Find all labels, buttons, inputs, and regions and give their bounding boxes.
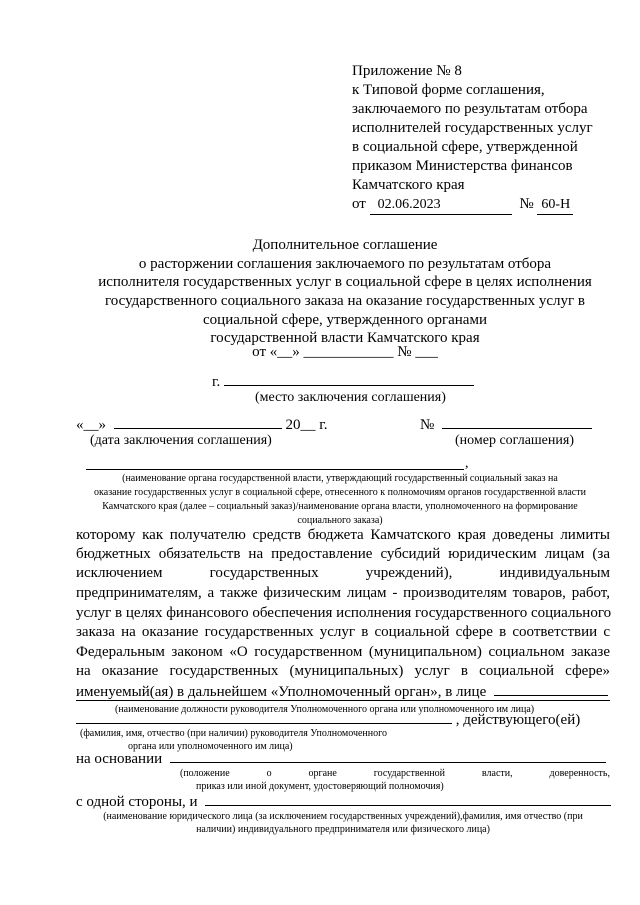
date-month-field[interactable]: [114, 414, 282, 429]
organ-caption-line: Камчатского края (далее – социальный заказ)/наименование органа власти, уполномоченного на формирование: [102, 501, 578, 512]
appendix-line: к Типовой форме соглашения,: [352, 82, 545, 98]
organ-caption-line: оказание государственных услуг в социальной сфере, отнесенного к полномочиям органов государственной власти: [94, 487, 586, 498]
appendix-line: Приложение № 8: [352, 63, 462, 79]
basis-prefix: на основании: [76, 751, 163, 767]
basis-caption-line: (положение о органе государственной власти, доверенность,: [180, 768, 610, 779]
body-line: Федеральным законом «О государственном (муниципальном) социальном заказе: [76, 644, 610, 660]
organ-caption-line: социального заказа): [297, 515, 383, 526]
title-line: Дополнительное соглашение: [252, 237, 438, 253]
appendix-num-label: №: [519, 196, 534, 212]
title-date-line: от «__» ____________ № ___: [252, 344, 438, 360]
title-line: государственного социального заказа на оказание государственных услуг в: [105, 293, 585, 309]
title-line: исполнителя государственных услуг в социальной сфере в целях исполнения: [98, 274, 592, 290]
date-caption: (дата заключения соглашения): [90, 433, 272, 448]
acting-name-field[interactable]: [76, 709, 452, 724]
date-year: 20__ г.: [285, 417, 328, 433]
place-prefix: г.: [212, 374, 221, 390]
organ-comma: ,: [465, 456, 469, 471]
place-caption: (место заключения соглашения): [255, 390, 446, 405]
basis-caption-line: приказ или иной документ, удостоверяющий полномочия): [196, 781, 444, 792]
body-line: на оказание государственных (муниципальных) услуг в социальной сфере»: [76, 663, 610, 679]
appendix-line: в социальной сфере, утвержденной: [352, 139, 578, 155]
representative-field[interactable]: [494, 681, 608, 696]
body-last-line: [76, 681, 608, 702]
acting-caption-line: органа или уполномоченного им лица): [128, 741, 293, 752]
organ-caption-line: (наименование органа государственной власти, утверждающий государственный социальный заказ на: [122, 473, 558, 484]
basis-row: [76, 748, 606, 769]
body-line: услуг в целях финансового обеспечения исполнения государственного социального: [76, 605, 612, 621]
appendix-line: исполнителей государственных услуг: [352, 120, 593, 136]
counterparty-field[interactable]: [205, 791, 611, 806]
place-field[interactable]: [224, 371, 474, 386]
acting-caption-line: (фамилия, имя, отчество (при наличии) руководителя Уполномоченного: [80, 728, 387, 739]
appendix-number: 60-Н: [537, 196, 573, 215]
head-position-field[interactable]: [76, 700, 610, 701]
organ-name-field[interactable]: [86, 469, 464, 470]
number-label: №: [420, 417, 435, 433]
one-side-prefix: с одной стороны, и: [76, 794, 198, 810]
one-side-caption-line: (наименование юридического лица (за исключением государственных учреждений),фамилия, имя отчество (при: [103, 811, 583, 822]
title-line: государственной власти Камчатского края: [210, 330, 480, 346]
body-line: которому как получателю средств бюджета Камчатского края доведены лимиты: [76, 527, 610, 543]
body-line: бюджетных обязательств на предоставление субсидий юридическим лицам (за: [76, 546, 610, 562]
body-line: заказа на оказание государственных услуг в социальной сфере в соответствии с: [76, 624, 610, 640]
appendix-date: 02.06.2023: [370, 196, 512, 215]
title-line: о расторжении соглашения заключаемого по результатам отбора: [138, 256, 552, 272]
body-line: предпринимателям, а также физическим лицам - производителям товаров, работ,: [76, 585, 610, 601]
one-side-caption-line: наличии) индивидуального предпринимателя или физического лица): [196, 824, 490, 835]
body-last-text: именуемый(ая) в дальнейшем «Уполномоченный орган», в лице: [76, 684, 487, 700]
acting-suffix: , действующего(ей): [455, 712, 581, 728]
appendix-line: заключаемого по результатам отбора: [352, 101, 588, 117]
one-side-row: [76, 791, 611, 812]
appendix-line: Камчатского края: [352, 177, 465, 193]
date-day-field[interactable]: «__»: [76, 417, 106, 433]
appendix-from-label: от: [352, 196, 366, 212]
basis-field[interactable]: [170, 748, 606, 763]
head-position-caption: (наименование должности руководителя Уполномоченного органа или уполномоченного им лица): [115, 704, 535, 715]
appendix-date-row: [352, 195, 573, 215]
number-field[interactable]: [442, 414, 592, 429]
body-line: исключением государственных учреждений), индивидуальным: [76, 565, 610, 581]
title-line: социальной сфере, утвержденного органами: [203, 312, 487, 328]
number-caption: (номер соглашения): [455, 433, 574, 448]
appendix-line: приказом Министерства финансов: [352, 158, 573, 174]
